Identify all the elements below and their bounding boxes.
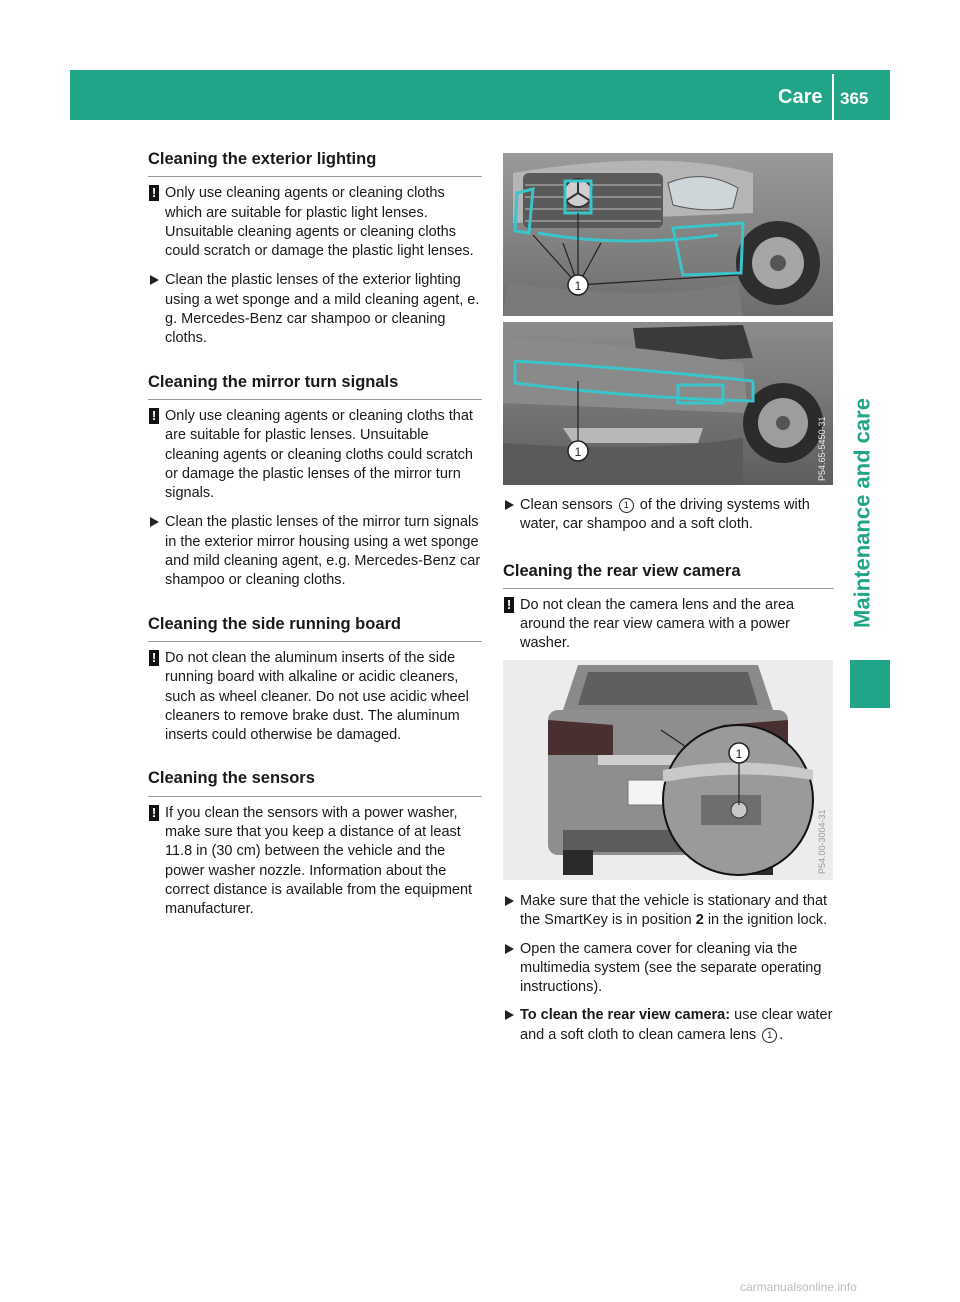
side-tab-label: Maintenance and care [849, 398, 875, 628]
section-heading: Cleaning the sensors [148, 769, 482, 796]
section-heading: Cleaning the rear view camera [503, 562, 834, 589]
camera-callout: 1 [735, 747, 743, 761]
left-column [148, 150, 482, 944]
step-text: Make sure that the vehicle is stationary and that the SmartKey is in position [520, 893, 828, 929]
reference-marker: 1 [619, 498, 634, 513]
sensors-illustration [503, 153, 833, 485]
step-arrow-icon [150, 517, 159, 527]
section-heading: Cleaning the side running board [148, 615, 482, 642]
warning-icon: ! [504, 597, 514, 613]
section-heading: Cleaning the exterior lighting [148, 150, 482, 177]
note-text: Do not clean the camera lens and the area around the rear view camera with a power washer. [520, 596, 795, 652]
warning-icon: ! [149, 650, 159, 666]
step-text-end: . [779, 1026, 784, 1043]
instruction-step [148, 513, 482, 590]
footer-watermark: carmanualsonline.info [740, 1280, 857, 1294]
side-tab-marker [850, 660, 890, 708]
step-arrow-icon [505, 944, 514, 954]
step-text: Clean the plastic lenses of the exterior lighting using a wet sponge and a mild cleaning agent, e. g. Mercedes-Benz car shampoo or cleaning cloths. [165, 272, 480, 347]
step-bold-text: To clean the rear view camera: [520, 1007, 731, 1024]
section-rear-view-camera [503, 562, 834, 654]
section-sensors [148, 769, 482, 919]
step-text: Open the camera cover for cleaning via the multimedia system (see the separate operating instructions). [520, 940, 822, 996]
section-side-running-board [148, 615, 482, 746]
warning-note [148, 804, 482, 920]
note-text: Only use cleaning agents or cleaning cloths which are suitable for plastic light lenses. Unsuitable cleaning agents or cleaning cloths could scratch or damage the plastic light lenses. [165, 185, 474, 260]
header-bar [70, 70, 890, 120]
sensors-callout-rear: 1 [574, 445, 582, 459]
page-number: 365 [840, 89, 869, 108]
instruction-step [148, 271, 482, 348]
step-text: use clear water and a soft cloth to clean camera lens [520, 1007, 833, 1043]
step-text: Clean the plastic lenses of the mirror turn signals in the exterior mirror housing using a wet sponge and mild cleaning agent, e.g. Mercedes-Benz car shampoo or cleaning cloths. [165, 514, 481, 589]
section-exterior-lighting [148, 150, 482, 349]
warning-note [148, 649, 482, 745]
warning-note [503, 596, 834, 654]
step-arrow-icon [505, 500, 514, 510]
warning-icon: ! [149, 408, 159, 424]
section-mirror-turn-signals [148, 373, 482, 591]
warning-note [148, 407, 482, 503]
step-text: of the driving systems with water, car shampoo and a soft cloth. [520, 497, 810, 533]
camera-steps [503, 892, 834, 1054]
section-heading: Cleaning the mirror turn signals [148, 373, 482, 400]
note-text: If you clean the sensors with a power washer, make sure that you keep a distance of at least 11.8 in (30 cm) between the vehicle and the power washer nozzle. Information about the correct distance is available from the equipment manufacturer. [165, 804, 473, 918]
instruction-step [503, 892, 834, 931]
step-arrow-icon [505, 896, 514, 906]
note-text: Do not clean the aluminum inserts of the side running board with alkaline or acidic cleaners, such as wheel cleaner. Do not use acidic wheel cleaners to remove brake dust. The aluminum inserts could otherwise be damaged. [165, 649, 469, 744]
header-title: Care [778, 86, 823, 108]
sensors-callout-front: 1 [574, 279, 582, 293]
note-text: Only use cleaning agents or cleaning cloths that are suitable for plastic lenses. Unsuitable cleaning agents or cleaning cloths could scratch or damage the plastic lenses of the mirror turn signals. [165, 407, 473, 502]
header-divider [832, 74, 834, 120]
warning-icon: ! [149, 185, 159, 201]
camera-illustration [503, 660, 833, 880]
instruction-step [503, 1006, 834, 1045]
instruction-step [503, 496, 834, 535]
instruction-step [503, 940, 834, 998]
figure-code: P54.65-5450-31 [817, 416, 827, 481]
warning-note [148, 184, 482, 261]
step-bold-text: 2 [695, 912, 704, 929]
right-column [503, 496, 834, 678]
step-text: in the ignition lock. [707, 912, 828, 929]
reference-marker: 1 [762, 1028, 777, 1043]
side-tab [835, 380, 890, 655]
figure-code: P54.00-3004-31 [817, 809, 827, 874]
step-arrow-icon [150, 275, 159, 285]
warning-icon: ! [149, 805, 159, 821]
step-arrow-icon [505, 1010, 514, 1020]
step-text: Clean sensors [520, 497, 613, 513]
